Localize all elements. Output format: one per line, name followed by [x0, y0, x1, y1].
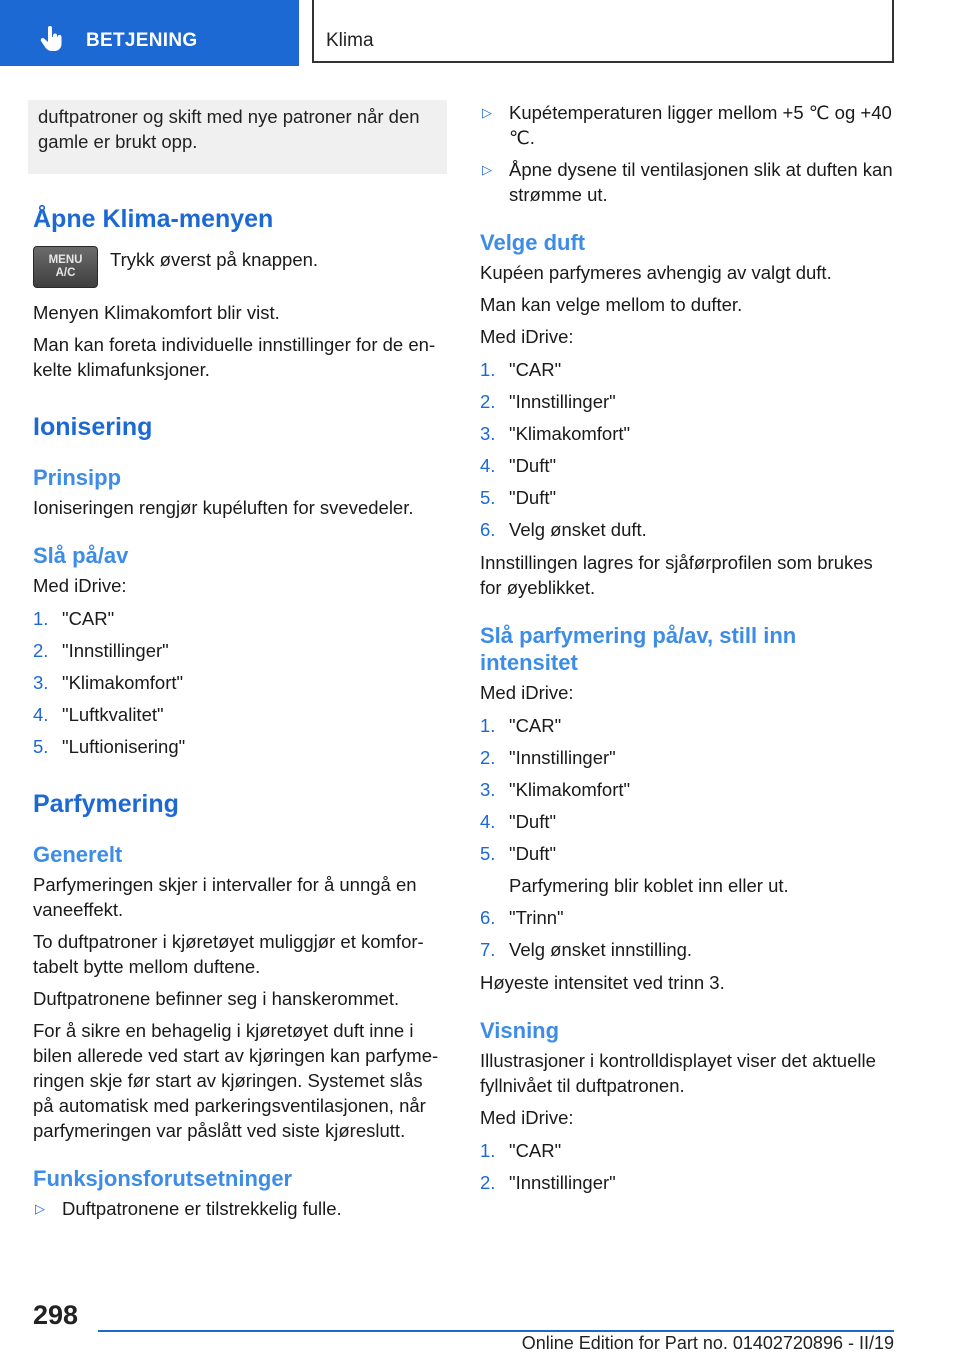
paragraph: Ioniseringen rengjør kupéluften for svevedeler.	[33, 497, 414, 518]
duft-steps	[480, 357, 894, 542]
step-text: "Innstillinger"	[509, 1172, 616, 1193]
visning-steps	[480, 1138, 894, 1195]
list-item	[480, 905, 894, 930]
step-text: "Duft"	[509, 843, 557, 864]
list-item	[480, 357, 894, 382]
step-number: 4.	[480, 811, 496, 832]
paragraph: Menyen Klimakomfort blir vist.	[33, 302, 280, 323]
step-text: "CAR"	[509, 359, 562, 380]
step-number: 6.	[480, 519, 496, 540]
step-number: 3.	[480, 779, 496, 800]
section-label: BETJENING	[86, 30, 198, 51]
step-text: "Duft"	[509, 455, 557, 476]
right-column	[480, 100, 894, 1203]
list-item	[33, 734, 447, 759]
paragraph: Duftpatronene befinner seg i hanskerommet.	[33, 988, 400, 1009]
step-text: "Innstillinger"	[509, 391, 616, 412]
step-number: 2.	[480, 747, 496, 768]
triangle-bullet-icon: ▷	[35, 1201, 45, 1216]
heading-slaa-parfymering: Slå parfymering på/av, still inn intensitet	[480, 623, 797, 675]
hand-pointer-icon	[40, 26, 64, 52]
note-box	[28, 100, 447, 174]
list-item	[33, 638, 447, 663]
paragraph: For å sikre en behagelig i kjøretøyet duft inne i bilen allerede ved start av kjøringen kan parfymeringen skje før start av kjøringen. Systemet slås på automatisk med parkeringsventilasjonen, når parfymeringen var påslått ved siste kjøreslutt.	[33, 1020, 439, 1141]
list-item	[480, 517, 894, 542]
step-number: 1.	[33, 608, 49, 629]
paragraph: Med iDrive:	[33, 575, 127, 596]
list-item	[33, 606, 447, 631]
paragraph: Man kan velge mellom to dufter.	[480, 294, 743, 315]
parfymering-steps	[480, 713, 894, 962]
step-number: 5.	[480, 843, 496, 864]
heading-visning: Visning	[480, 1018, 560, 1043]
footer-divider	[98, 1330, 894, 1332]
page-header	[0, 0, 960, 66]
list-item	[33, 702, 447, 727]
heading-slaa-paa-av: Slå på/av	[33, 543, 129, 568]
step-number: 4.	[480, 455, 496, 476]
step-text: "Klimakomfort"	[509, 423, 631, 444]
paragraph: Man kan foreta individuelle innstillinger for de enkelte klimafunksjoner.	[33, 334, 436, 380]
step-number: 3.	[480, 423, 496, 444]
heading-velge-duft: Velge duft	[480, 230, 586, 255]
paragraph: Kupéen parfymeres avhengig av valgt duft.	[480, 262, 832, 283]
list-item	[480, 100, 894, 150]
list-item	[480, 937, 894, 962]
step-number: 2.	[33, 640, 49, 661]
bullet-text: Åpne dysene til ventilasjonen slik at duften kan strømme ut.	[509, 159, 893, 205]
list-item	[480, 1138, 894, 1163]
step-text: "Duft"	[509, 811, 557, 832]
edition-text: Online Edition for Part no. 01402720896 - II/19	[521, 1333, 894, 1353]
list-item	[480, 777, 894, 802]
page-number: 298	[33, 1300, 79, 1330]
step-number: 3.	[33, 672, 49, 693]
step-text: "Luftkvalitet"	[62, 704, 164, 725]
step-number: 6.	[480, 907, 496, 928]
heading-ionisering: Ionisering	[33, 413, 153, 441]
triangle-bullet-icon: ▷	[482, 162, 492, 177]
heading-prinsipp: Prinsipp	[33, 465, 122, 490]
step-text: "Luftionisering"	[62, 736, 186, 757]
paragraph: Illustrasjoner i kontrolldisplayet viser det aktuelle fyllnivået til duftpatronen.	[480, 1050, 876, 1096]
list-item	[480, 485, 894, 510]
step-text: "Trinn"	[509, 907, 564, 928]
step-number: 5.	[33, 736, 49, 757]
step-number: 2.	[480, 1172, 496, 1193]
menu-ac-button-icon	[33, 246, 98, 288]
step-text: "Klimakomfort"	[509, 779, 631, 800]
paragraph: Innstillingen lagres for sjåførprofilen som brukes for øyeblikket.	[480, 552, 873, 598]
chapter-title: Klima	[326, 30, 374, 51]
list-item	[480, 1170, 894, 1195]
temperature-bullets	[480, 100, 894, 207]
step-text: "Innstillinger"	[62, 640, 169, 661]
step-number: 1.	[480, 359, 496, 380]
menu-button-row	[33, 246, 447, 288]
left-column	[33, 100, 447, 1229]
note-text: duftpatroner og skift med nye patroner når den gamle er brukt opp.	[38, 106, 420, 152]
list-item	[480, 809, 894, 834]
step-number: 2.	[480, 391, 496, 412]
heading-parfymering: Parfymering	[33, 790, 179, 818]
heading-open-climate-menu: Åpne Klima-menyen	[33, 205, 274, 233]
paragraph: To duftpatroner i kjøretøyet muliggjør et komfortabelt bytte mellom duftene.	[33, 931, 424, 977]
step-text: "CAR"	[509, 715, 562, 736]
step-text: "CAR"	[62, 608, 115, 629]
list-item	[480, 745, 894, 770]
triangle-bullet-icon: ▷	[482, 105, 492, 120]
list-item	[33, 670, 447, 695]
ionisering-steps	[33, 606, 447, 759]
heading-funksjonsforutsetninger: Funksjonsforutsetninger	[33, 1166, 293, 1191]
step-text: Velg ønsket duft.	[509, 519, 647, 540]
step-text: "Klimakomfort"	[62, 672, 184, 693]
list-item	[480, 713, 894, 738]
step-text: "CAR"	[509, 1140, 562, 1161]
funksjon-bullets	[33, 1196, 447, 1221]
list-item	[480, 389, 894, 414]
bullet-text: Duftpatronene er tilstrekkelig fulle.	[62, 1198, 342, 1219]
bullet-text: Kupétemperaturen ligger mellom +5 ℃ og +40 ℃.	[509, 102, 892, 148]
paragraph: Med iDrive:	[480, 1107, 574, 1128]
menu-button-line2: A/C	[55, 267, 76, 279]
paragraph: Med iDrive:	[480, 326, 574, 347]
list-item	[480, 841, 894, 898]
step-number: 4.	[33, 704, 49, 725]
list-item	[33, 1196, 447, 1221]
step-subtext: Parfymering blir koblet inn eller ut.	[509, 875, 789, 896]
step-number: 7.	[480, 939, 496, 960]
section-tab	[0, 0, 299, 66]
heading-generelt: Generelt	[33, 842, 123, 867]
menu-instruction: Trykk øverst på knappen.	[110, 249, 319, 270]
menu-button-line1: MENU	[48, 254, 83, 266]
list-item	[480, 157, 894, 207]
list-item	[480, 421, 894, 446]
step-text: Velg ønsket innstilling.	[509, 939, 693, 960]
chapter-title-box	[312, 0, 894, 63]
step-number: 1.	[480, 1140, 496, 1161]
step-text: "Duft"	[509, 487, 557, 508]
paragraph: Høyeste intensitet ved trinn 3.	[480, 972, 725, 993]
paragraph: Parfymeringen skjer i intervaller for å unngå en vaneeffekt.	[33, 874, 417, 920]
paragraph: Med iDrive:	[480, 682, 574, 703]
list-item	[480, 453, 894, 478]
step-number: 5.	[480, 487, 496, 508]
step-text: "Innstillinger"	[509, 747, 616, 768]
step-number: 1.	[480, 715, 496, 736]
